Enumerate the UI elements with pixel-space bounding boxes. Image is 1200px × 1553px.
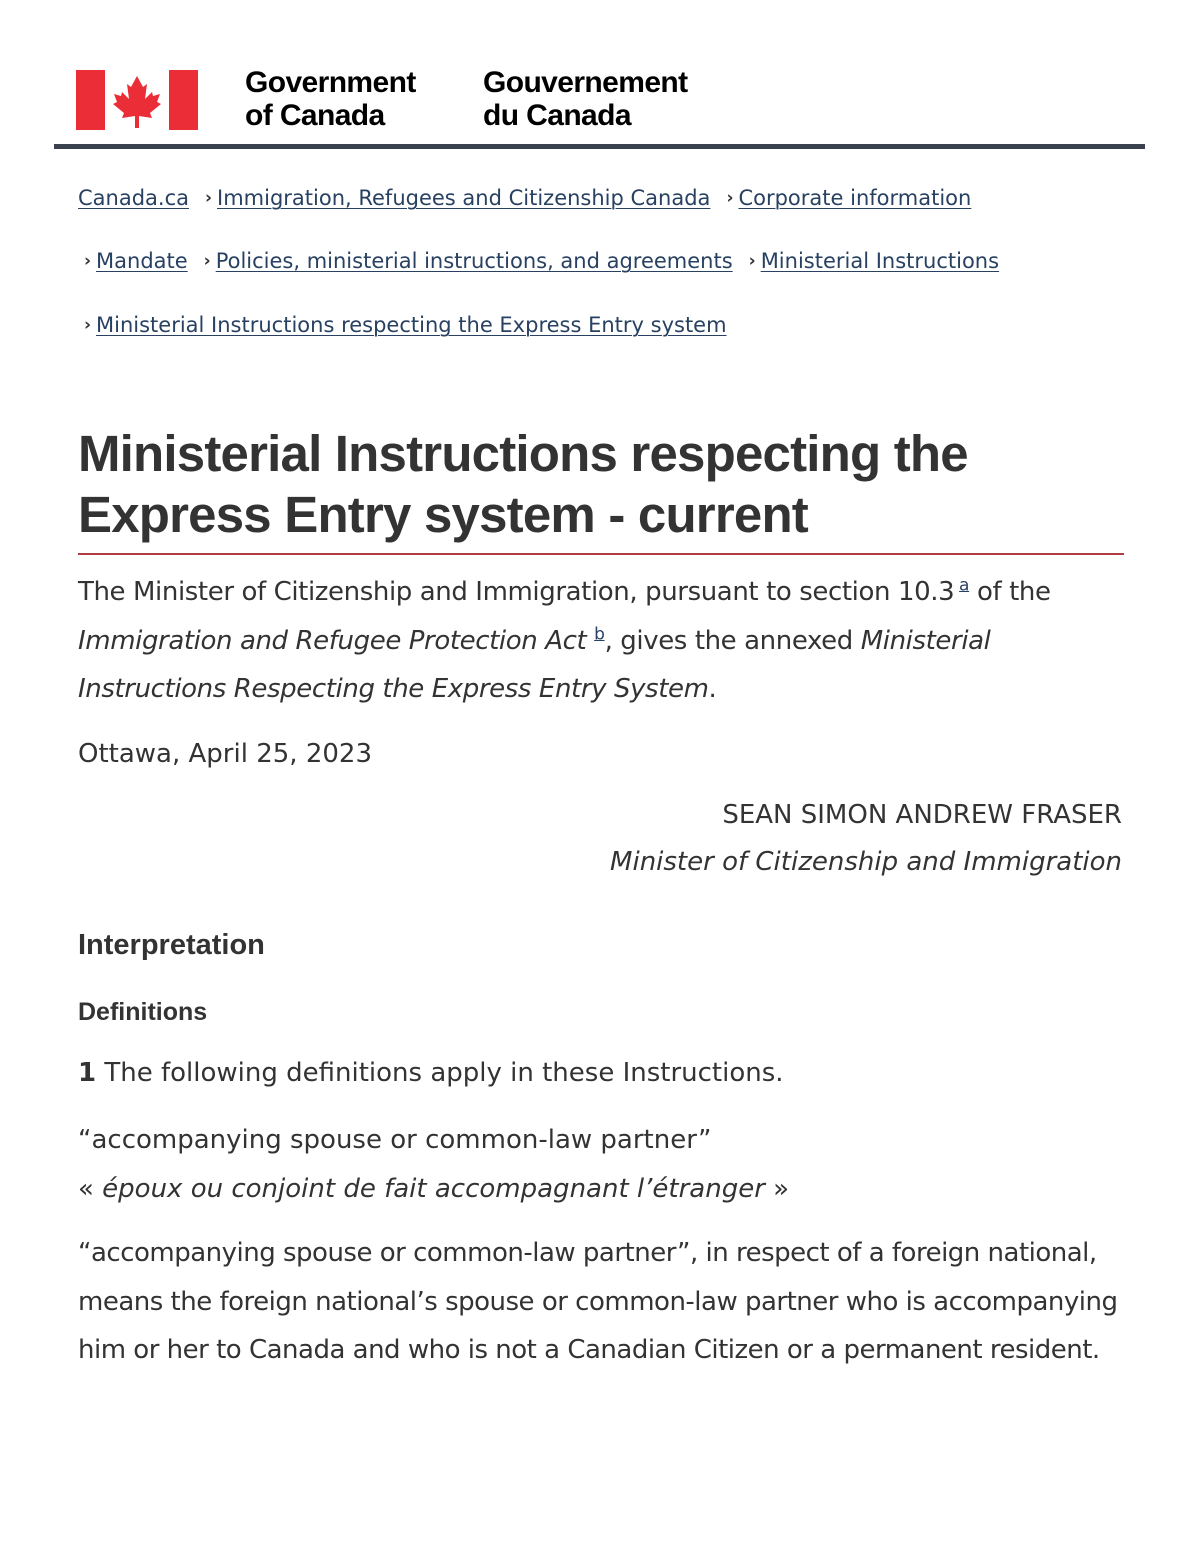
subsection-heading-definitions: Definitions [78,998,208,1026]
chevron-right-icon: › [205,188,213,208]
signing-date: Ottawa, April 25, 2023 [78,739,372,769]
signature-fr-line1: Gouvernement [483,66,688,99]
footnote-b-link[interactable]: b [594,623,605,644]
chevron-right-icon: › [84,251,92,271]
term-fr: époux ou conjoint de fait accompagnant l’étranger [102,1173,765,1204]
intro-paragraph: The Minister of Citizenship and Immigration, pursuant to section 10.3 $^a$ of the Immigration and Refugee Protection Act $^b$, gives the annexed Ministerial Instructions Respecting the Express Entry System. [78,575,1051,704]
act-name: Immigration and Refugee Protection Act [78,625,587,656]
definitions-intro: 1 The following definitions apply in these Instructions. [78,1058,784,1088]
breadcrumb-link-canada-ca[interactable]: Canada.ca [78,186,189,210]
chevron-right-icon: › [84,315,92,335]
instructions-name: Ministerial Instructions Respecting the Express Entry System [78,625,991,704]
canada-flag-icon[interactable] [76,70,198,130]
signature-en-line2: of Canada [245,99,385,132]
breadcrumb-link-express-entry[interactable]: Ministerial Instructions respecting the Express Entry system [96,313,727,337]
footnote-a-link[interactable]: a [959,575,970,596]
signature-fr-line2: du Canada [483,99,631,132]
breadcrumb-link-mandate[interactable]: Mandate [96,249,188,273]
breadcrumb-link-policies[interactable]: Policies, ministerial instructions, and agreements [215,249,733,273]
breadcrumb-link-ministerial-instructions[interactable]: Ministerial Instructions [760,249,1000,273]
government-signature-fr[interactable] [483,66,688,132]
breadcrumb-link-ircc[interactable]: Immigration, Refugees and Citizenship Canada [217,186,711,210]
page-title: Ministerial Instructions respecting the Express Entry system - current [78,425,968,543]
chevron-right-icon: › [726,188,734,208]
government-signature-en[interactable] [245,66,416,132]
definition-text: “accompanying spouse or common-law partner”, in respect of a foreign national, means the foreign national’s spouse or common-law partner who is accompanying him or her to Canada and who is not a Canadian Citizen or a permanent resident. [78,1238,1118,1365]
signatory-name: SEAN SIMON ANDREW FRASER [722,800,1122,830]
defined-term: “accompanying spouse or common-law partner” « époux ou conjoint de fait accompagnant l’étranger » [78,1125,790,1204]
chevron-right-icon: › [203,251,211,271]
site-header [54,66,1144,150]
section-heading-interpretation: Interpretation [78,929,265,961]
header-divider [54,144,1145,149]
signature-en-line1: Government [245,66,416,99]
section-number: 1 [78,1058,97,1088]
signatory-role: Minister of Citizenship and Immigration [610,847,1122,877]
title-underline [78,553,1124,555]
chevron-right-icon: › [748,251,756,271]
term-en: “accompanying spouse or common-law partner” [78,1125,712,1155]
breadcrumb-link-corporate-information[interactable]: Corporate information [738,186,972,210]
